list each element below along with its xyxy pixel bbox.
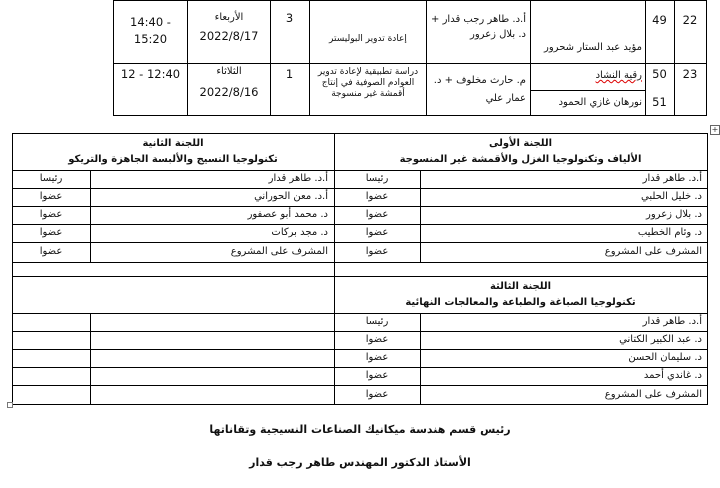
project-title: إعادة تدوير البوليستر — [329, 34, 407, 44]
exam-time: 14:40 - 15:20 — [130, 15, 171, 46]
committees-vline — [334, 133, 335, 405]
committees-top-border — [12, 133, 708, 134]
committees-vline — [707, 133, 708, 405]
department-head-name: الأستاذ الدكتور المهندس طاهر رجب قدار — [249, 456, 471, 469]
member-role: عضوا — [365, 191, 389, 202]
schedule-row-divider — [113, 63, 707, 64]
member-name: د. عبد الكبير الكتاني — [619, 334, 702, 345]
committee-heading: اللجنة الثالثة — [489, 281, 552, 292]
committees-row-line — [12, 313, 708, 314]
committees-row-line — [12, 242, 708, 243]
member-role: عضوا — [365, 370, 389, 381]
schedule-vline — [530, 0, 531, 116]
member-name: المشرف على المشروع — [604, 246, 702, 257]
member-role: عضوا — [39, 191, 63, 202]
student-number: 51 — [652, 95, 667, 109]
committees-row-line — [12, 385, 708, 386]
room-number: 1 — [285, 67, 294, 81]
member-name: د. غاندي أحمد — [643, 370, 702, 381]
committee-heading: اللجنة الأولى — [488, 138, 553, 149]
member-role: عضوا — [365, 209, 389, 220]
committees-vline — [420, 313, 421, 405]
member-name: المشرف على المشروع — [604, 389, 702, 400]
schedule-bottom-border — [113, 115, 707, 116]
member-name: د. بلال زعرور — [646, 209, 702, 220]
room-number: 3 — [285, 11, 294, 25]
committees-bottom-border — [12, 404, 708, 405]
committee-subtitle: تكنولوجيا النسيج والألبسة الجاهزة والتريكو — [68, 154, 278, 165]
schedule-student-divider — [530, 90, 645, 91]
member-role: عضوا — [39, 246, 63, 257]
schedule-vline — [426, 0, 427, 116]
member-role: عضوا — [39, 227, 63, 238]
committees-vline — [90, 170, 91, 262]
student-number: 49 — [652, 13, 667, 27]
exam-date: 2022/8/16 — [199, 85, 259, 99]
project-title: دراسة تطبيقية لإعادة تدوير العوادم الصوفية في إنتاج أقمشة غير منسوجة — [317, 67, 419, 99]
supervisor-name: أ.د. طاهر رجب قدار + د. بلال زعرور — [431, 14, 526, 40]
committees-row-line — [12, 331, 708, 332]
member-role: عضوا — [39, 209, 63, 220]
department-head-title: رئيس قسم هندسة ميكانيك الصناعات النسيجية وتقاناتها — [209, 423, 511, 436]
exam-time: 12 - 12:40 — [120, 67, 181, 81]
member-name: أ.د. طاهر قدار — [642, 173, 702, 184]
exam-day: الأربعاء — [214, 12, 244, 23]
member-name: أ.د. طاهر قدار — [642, 316, 702, 327]
member-role: عضوا — [365, 389, 389, 400]
committees-row-line — [12, 170, 708, 171]
schedule-vline — [706, 0, 707, 116]
resize-corner-icon[interactable] — [7, 402, 13, 408]
member-name: أ.د. معن الحوراني — [254, 191, 328, 202]
schedule-top-border — [113, 0, 707, 1]
committees-vline — [420, 170, 421, 262]
seq-number: 23 — [682, 67, 698, 81]
committees-row-line — [12, 206, 708, 207]
committees-row-line — [12, 349, 708, 350]
move-handle-icon[interactable]: + — [711, 125, 719, 134]
member-role: عضوا — [365, 352, 389, 363]
member-name: د. وئام الخطيب — [637, 227, 702, 238]
committee-subtitle: الألياف وتكنولوجيا الغزل والأقمشة غير المنسوجة — [399, 154, 642, 165]
member-name: د. خليل الحلبي — [640, 191, 702, 202]
member-name: المشرف على المشروع — [230, 246, 328, 257]
committee-subtitle: تكنولوجيا الصباغة والطباعة والمعالجات النهائية — [405, 297, 636, 308]
member-role: عضوا — [365, 246, 389, 257]
committees-row-line — [12, 188, 708, 189]
committees-row-line — [12, 224, 708, 225]
exam-date: 2022/8/17 — [199, 29, 259, 43]
committees-row-line — [12, 367, 708, 368]
committees-vline — [12, 133, 13, 405]
member-role: رئيسا — [39, 173, 63, 184]
member-name: أ.د. طاهر قدار — [268, 173, 328, 184]
member-name: د. محمد أبو عصفور — [247, 209, 328, 220]
student-name: نورهان غازي الحمود — [558, 97, 642, 108]
committees-row-line — [12, 262, 708, 263]
student-name: مؤيد عبد الستار شحرور — [544, 42, 642, 53]
member-role: عضوا — [365, 334, 389, 345]
committee-heading: اللجنة الثانية — [142, 138, 204, 149]
student-number: 50 — [652, 67, 667, 81]
member-role: رئيسا — [365, 173, 389, 184]
seq-number: 22 — [682, 13, 698, 27]
committees-row-line — [12, 276, 708, 277]
student-name: رقية النشاد — [595, 70, 642, 81]
supervisor-name: م. حارث مخلوف + د. عمار علي — [433, 75, 526, 104]
schedule-vline — [309, 0, 310, 116]
member-role: عضوا — [365, 227, 389, 238]
member-name: د. مجد بركات — [271, 227, 328, 238]
member-name: د. سليمان الحسن — [628, 352, 702, 363]
committees-vline — [90, 313, 91, 405]
exam-day: الثلاثاء — [216, 66, 242, 77]
member-role: رئيسا — [365, 316, 389, 327]
